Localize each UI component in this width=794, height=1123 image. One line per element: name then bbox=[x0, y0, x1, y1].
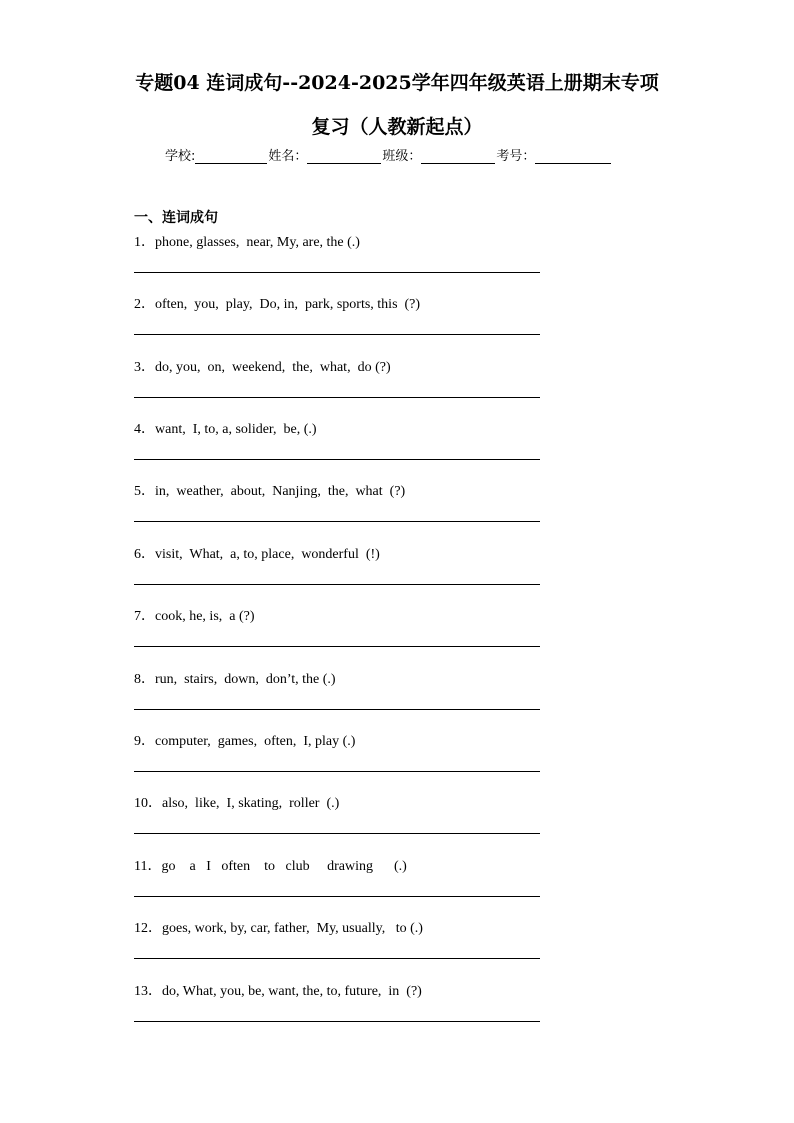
question-text: 5．in, weather, about, Nanjing, the, what (?) bbox=[134, 484, 406, 499]
question-item bbox=[134, 608, 540, 626]
page-subtitle: 复习（人教新起点） bbox=[311, 116, 483, 138]
answer-line[interactable] bbox=[134, 709, 540, 710]
question-item bbox=[134, 234, 540, 252]
question-text: 1．phone, glasses, near, My, are, the (.) bbox=[134, 235, 360, 250]
question-text: 4．want, I, to, a, solider, be, (.) bbox=[134, 422, 317, 437]
answer-line[interactable] bbox=[134, 833, 540, 834]
question-text: 7．cook, he, is, a (?) bbox=[134, 609, 255, 624]
question-text: 10．also, like, I, skating, roller (.) bbox=[134, 796, 340, 811]
name-label: 姓名： bbox=[268, 149, 308, 164]
question-item bbox=[134, 359, 540, 377]
question-item bbox=[134, 733, 540, 751]
question-item bbox=[134, 546, 540, 564]
school-label: 学校: bbox=[165, 149, 196, 164]
page-title: 专题04 连词成句--2024-2025学年四年级英语上册期末专项 bbox=[135, 72, 659, 94]
question-text: 13．do, What, you, be, want, the, to, future, in (?) bbox=[134, 984, 422, 999]
student-info-row bbox=[165, 145, 612, 164]
question-item bbox=[134, 671, 540, 689]
question-item bbox=[134, 296, 540, 314]
answer-line[interactable] bbox=[134, 334, 540, 335]
answer-line[interactable] bbox=[134, 584, 540, 585]
question-item bbox=[134, 920, 540, 938]
school-field[interactable] bbox=[195, 149, 267, 164]
answer-line[interactable] bbox=[134, 459, 540, 460]
question-text: 2．often, you, play, Do, in, park, sports, this (?) bbox=[134, 297, 421, 312]
exam-number-label: 考号： bbox=[496, 149, 536, 164]
answer-line[interactable] bbox=[134, 771, 540, 772]
question-text: 6．visit, What, a, to, place, wonderful (!) bbox=[134, 547, 380, 562]
answer-line[interactable] bbox=[134, 521, 540, 522]
question-item bbox=[134, 983, 540, 1001]
question-text: 11．go a I often to club drawing (.) bbox=[134, 859, 407, 874]
answer-line[interactable] bbox=[134, 397, 540, 398]
question-item bbox=[134, 795, 540, 813]
question-text: 9．computer, games, often, I, play (.) bbox=[134, 734, 356, 749]
question-item bbox=[134, 858, 540, 876]
section-heading: 一、连词成句 bbox=[134, 210, 218, 226]
question-text: 3．do, you, on, weekend, the, what, do (?) bbox=[134, 360, 391, 375]
answer-line[interactable] bbox=[134, 896, 540, 897]
answer-line[interactable] bbox=[134, 1021, 540, 1022]
answer-line[interactable] bbox=[134, 958, 540, 959]
exam-number-field[interactable] bbox=[535, 149, 611, 164]
question-text: 8．run, stairs, down, don’t, the (.) bbox=[134, 672, 336, 687]
question-text: 12．goes, work, by, car, father, My, usually, to (.) bbox=[134, 921, 423, 936]
answer-line[interactable] bbox=[134, 272, 540, 273]
name-field[interactable] bbox=[307, 149, 381, 164]
question-item bbox=[134, 483, 540, 501]
answer-line[interactable] bbox=[134, 646, 540, 647]
question-item bbox=[134, 421, 540, 439]
class-label: 班级： bbox=[382, 149, 422, 164]
class-field[interactable] bbox=[421, 149, 495, 164]
